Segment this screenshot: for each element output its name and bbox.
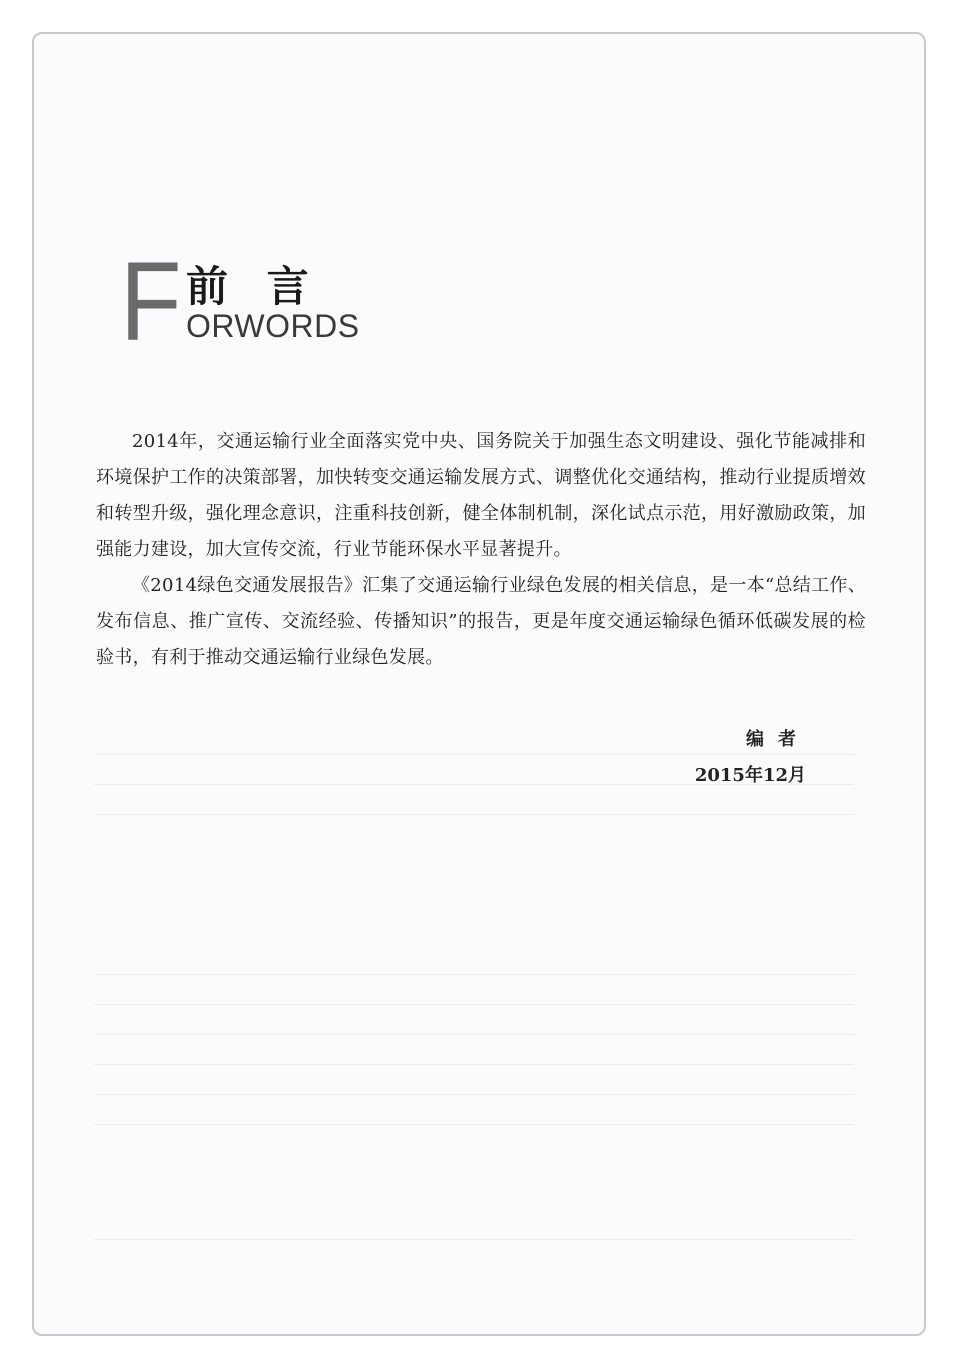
heading-initial-letter: F (120, 239, 182, 364)
signature-block (694, 722, 810, 794)
heading-english-title: ORWORDS (186, 308, 360, 344)
show-through-line (94, 1004, 854, 1005)
show-through-line (94, 974, 854, 975)
paragraph: 2014年，交通运输行业全面落实党中央、国务院关于加强生态文明建设、强化节能减排和环境保护工作的决策部署，加快转变交通运输发展方式、调整优化交通结构，推动行业提质增效和转型升级，强化理念意识，注重科技创新，健全体制机制，深化试点示范，用好激励政策，加强能力建设，加大宣传交流，行业节能环保水平显著提升。 (96, 431, 866, 560)
paragraph: 《2014绿色交通发展报告》汇集了交通运输行业绿色发展的相关信息，是一本“总结工作、发布信息、推广宣传、交流经验、传播知识”的报告，更是年度交通运输绿色循环低碳发展的检验书，有利于推动交通运输行业绿色发展。 (96, 575, 866, 668)
show-through-line (94, 1239, 854, 1240)
show-through-line (94, 1094, 854, 1095)
show-through-line (94, 1034, 854, 1035)
document-page (32, 32, 926, 1336)
show-through-line (94, 814, 854, 815)
heading-chinese-title: 前 言 (186, 262, 321, 311)
show-through-line (94, 1064, 854, 1065)
foreword-heading (120, 239, 420, 364)
signature-author: 编者 (746, 729, 810, 750)
foreword-body (96, 424, 866, 676)
signature-date: 2015年12月 (694, 765, 806, 786)
show-through-line (94, 1124, 854, 1125)
